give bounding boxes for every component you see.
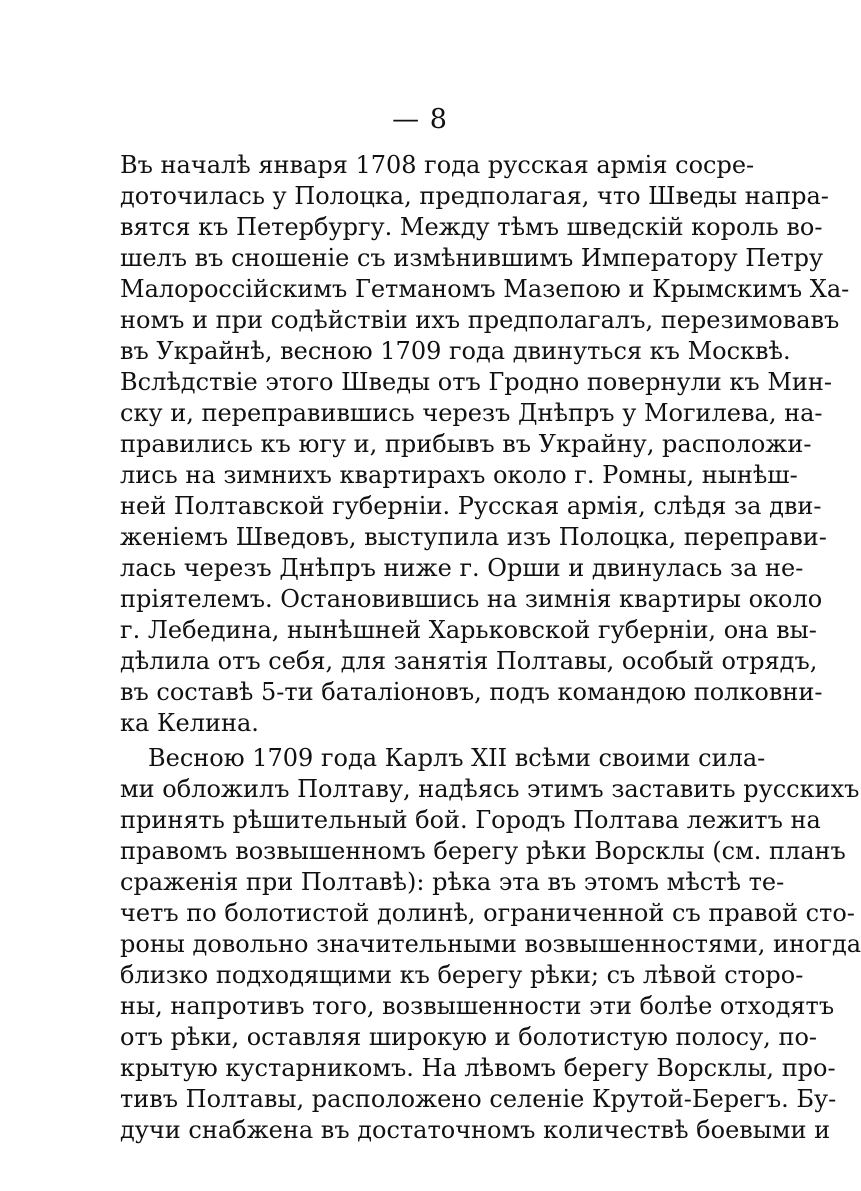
text-line: доточилась у Полоцка, предполагая, что Шведы напра- (120, 182, 829, 210)
text-line: правились къ югу и, прибывъ въ Украйну, расположи- (120, 430, 812, 458)
text-line: шелъ въ сношеніе съ измѣнившимъ Императору Петру (120, 244, 824, 272)
text-line: Малороссійскимъ Гетманомъ Мазепою и Крымскимъ Ха- (120, 275, 850, 303)
text-line: ней Полтавской губерніи. Русская армія, слѣдя за дви- (120, 492, 822, 520)
text-line: дѣлила отъ себя, для занятія Полтавы, особый отрядъ, (120, 647, 818, 675)
text-line: вятся къ Петербургу. Между тѣмъ шведскій король во- (120, 213, 823, 241)
page-number: — 8 (392, 104, 448, 135)
text-line: ка Келина. (120, 709, 259, 737)
text-line: ску и, переправившись черезъ Днѣпръ у Могилева, на- (120, 399, 823, 427)
paragraph-1 (120, 150, 850, 739)
text-line: принять рѣшительный бой. Городъ Полтава лежитъ на (120, 806, 821, 834)
text-line: лись на зимнихъ квартирахъ около г. Ромны, нынѣш- (120, 461, 798, 489)
text-line: сраженія при Полтавѣ): рѣка эта въ этомъ мѣстѣ те- (120, 868, 785, 896)
text-line: ми обложилъ Полтаву, надѣясь этимъ заставить русскихъ (120, 775, 860, 803)
text-line: лась черезъ Днѣпръ ниже г. Орши и двинулась за не- (120, 554, 804, 582)
text-line: Въ началѣ января 1708 года русская армія сосре- (120, 151, 755, 179)
text-line: крытую кустарникомъ. На лѣвомъ берегу Ворсклы, про- (120, 1054, 836, 1082)
paragraph-2 (120, 743, 861, 1146)
body-text (120, 150, 861, 1146)
text-line: отъ рѣки, оставляя широкую и болотистую полосу, по- (120, 1023, 817, 1051)
text-line: женіемъ Шведовъ, выступила изъ Полоцка, переправи- (120, 523, 827, 551)
text-line: Вслѣдствіе этого Шведы отъ Гродно повернули къ Мин- (120, 368, 833, 396)
text-line: правомъ возвышенномъ берегу рѣки Ворсклы (см. планъ (120, 837, 846, 865)
text-line: ны, напротивъ того, возвышенности эти болѣе отходятъ (120, 992, 835, 1020)
text-line: дучи снабжена въ достаточномъ количествѣ боевыми и (120, 1116, 831, 1144)
text-line: въ Украйнѣ, весною 1709 года двинуться къ Москвѣ. (120, 337, 791, 365)
text-line: тивъ Полтавы, расположено селеніе Крутой-Берегъ. Бу- (120, 1085, 837, 1113)
text-line: четъ по болотистой долинѣ, ограниченной съ правой сто- (120, 899, 855, 927)
text-line: роны довольно значительными возвышенностями, иногда (120, 930, 861, 958)
text-line: Весною 1709 года Карлъ XII всѣми своими сила- (148, 744, 766, 772)
text-line: пріятелемъ. Остановившись на зимнія квартиры около (120, 585, 823, 613)
text-line: номъ и при содѣйствіи ихъ предполагалъ, перезимовавъ (120, 306, 840, 334)
text-line: близко подходящими къ берегу рѣки; съ лѣвой сторо- (120, 961, 804, 989)
text-line: въ составѣ 5-ти баталіоновъ, подъ командою полковни- (120, 678, 823, 706)
text-line: г. Лебедина, нынѣшней Харьковской губерніи, она вы- (120, 616, 817, 644)
